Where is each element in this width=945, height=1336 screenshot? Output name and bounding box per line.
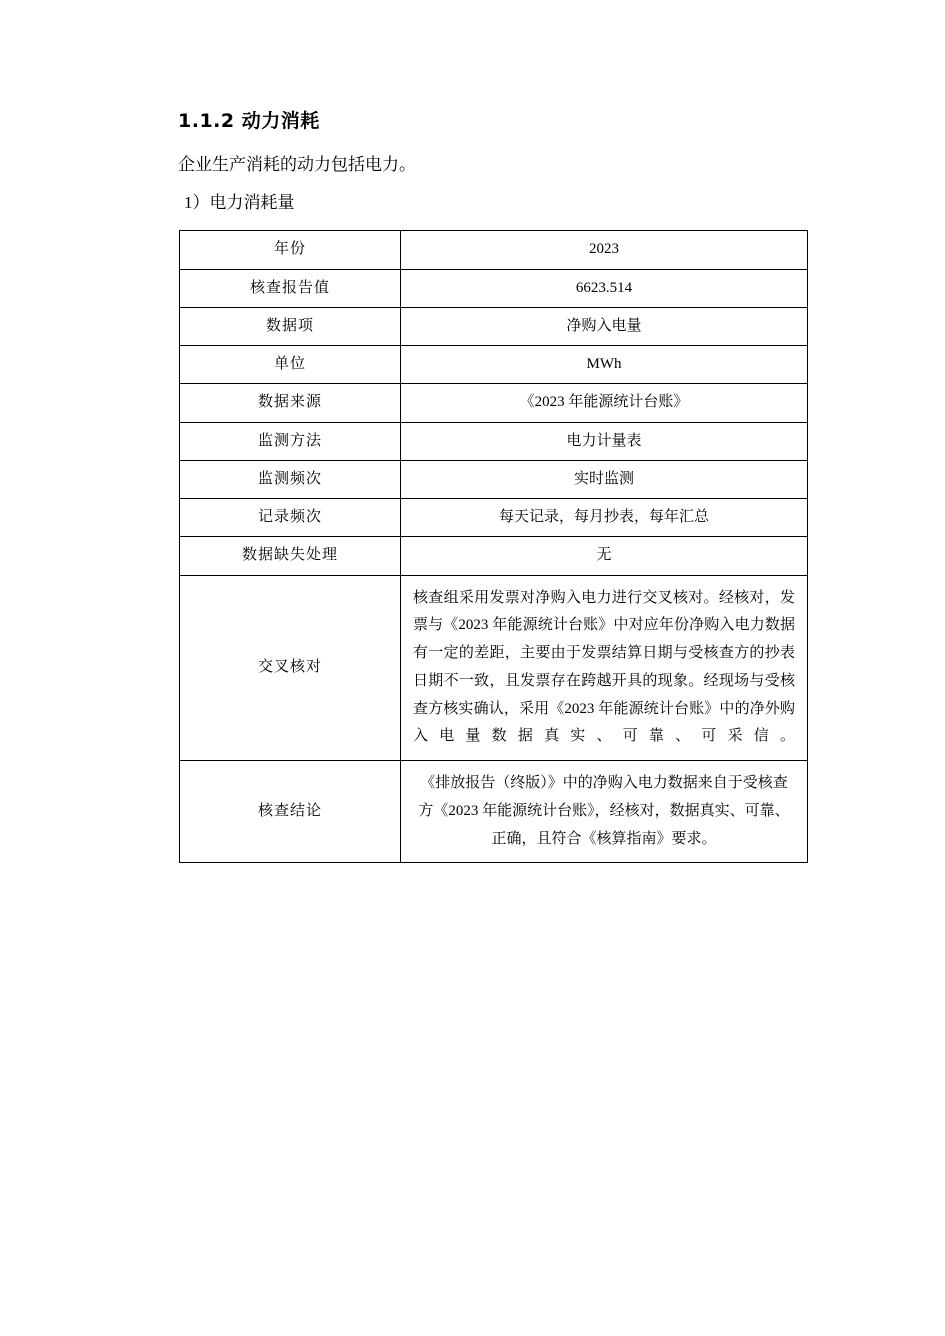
table-row	[180, 231, 808, 269]
table-row	[180, 575, 808, 761]
row-label: 核查结论	[180, 761, 401, 863]
electricity-consumption-table	[179, 230, 808, 863]
row-label: 记录频次	[180, 499, 401, 537]
row-label: 监测频次	[180, 460, 401, 498]
table-row	[180, 307, 808, 345]
row-label: 监测方法	[180, 422, 401, 460]
row-value: 每天记录，每月抄表，每年汇总	[401, 499, 808, 537]
table-row	[180, 537, 808, 575]
table-row	[180, 499, 808, 537]
row-value: 核查组采用发票对净购入电力进行交叉核对。经核对，发票与《2023 年能源统计台账》中对应年份净购入电力数据有一定的差距，主要由于发票结算日期与受核查方的抄表日期不一致，且发票存在跨越开具的现象。经现场与受核查方核实确认，采用《2023 年能源统计台账》中的净外购入电量数据真实、可靠、可采信。	[401, 575, 808, 761]
row-label: 核查报告值	[180, 269, 401, 307]
row-value: 2023	[401, 231, 808, 269]
row-value: MWh	[401, 346, 808, 384]
row-label: 数据缺失处理	[180, 537, 401, 575]
table-row	[180, 422, 808, 460]
row-value: 实时监测	[401, 460, 808, 498]
table-row	[180, 269, 808, 307]
table-row	[180, 460, 808, 498]
table-row	[180, 346, 808, 384]
row-label: 数据来源	[180, 384, 401, 422]
row-label: 年份	[180, 231, 401, 269]
list-item: 1）电力消耗量	[184, 193, 295, 213]
row-label: 数据项	[180, 307, 401, 345]
table-row	[180, 761, 808, 863]
row-value: 《排放报告（终版）》中的净购入电力数据来自于受核查方《2023 年能源统计台账》，经核对，数据真实、可靠、正确，且符合《核算指南》要求。	[401, 761, 808, 863]
row-label: 交叉核对	[180, 575, 401, 761]
intro-paragraph: 企业生产消耗的动力包括电力。	[178, 154, 416, 174]
page-title: 1.1.2 动力消耗	[178, 110, 320, 132]
row-value: 6623.514	[401, 269, 808, 307]
table-row	[180, 384, 808, 422]
row-value: 《2023 年能源统计台账》	[401, 384, 808, 422]
row-value: 净购入电量	[401, 307, 808, 345]
row-value: 电力计量表	[401, 422, 808, 460]
row-label: 单位	[180, 346, 401, 384]
row-value: 无	[401, 537, 808, 575]
